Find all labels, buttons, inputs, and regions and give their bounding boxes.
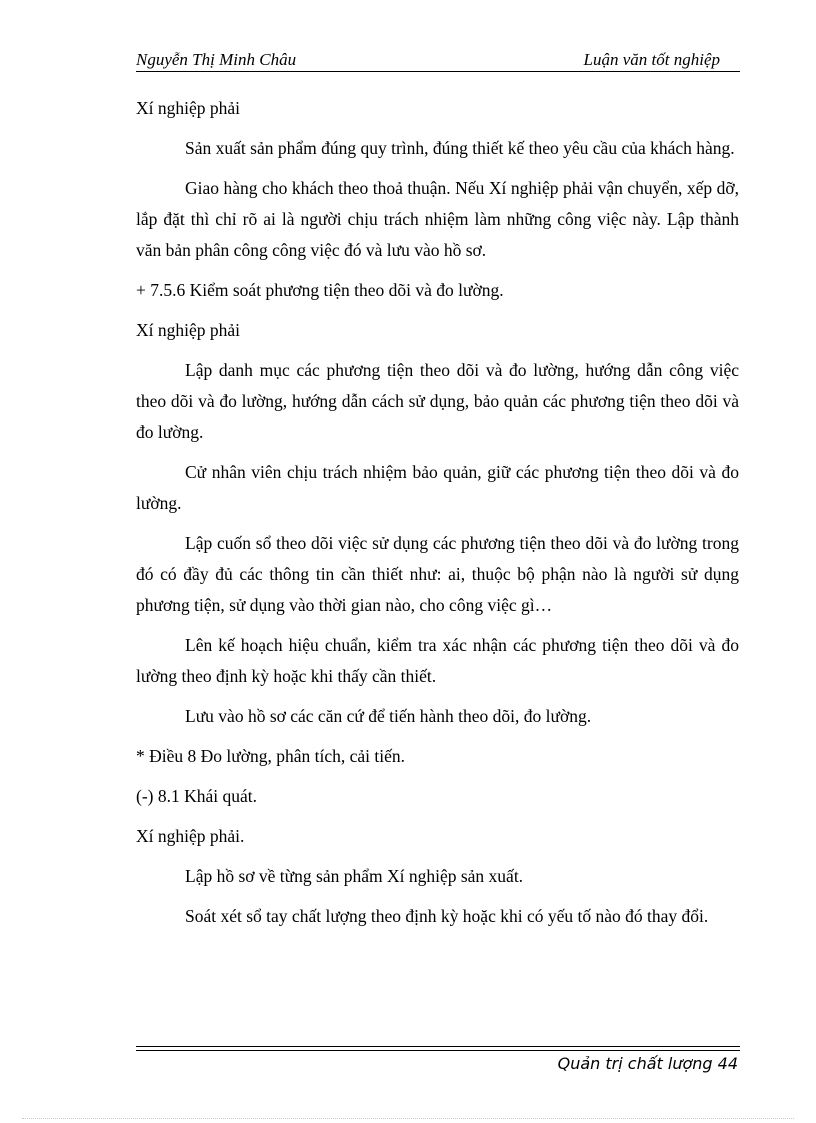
- header-author: Nguyễn Thị Minh Châu: [136, 50, 297, 69]
- paragraph: Xí nghiệp phải.: [136, 826, 245, 846]
- header-document-type: Luận văn tốt nghiệp: [583, 50, 720, 69]
- section-heading: + 7.5.6 Kiểm soát phương tiện theo dõi và đo lường.: [136, 280, 504, 300]
- page-bottom-border: [22, 1118, 794, 1119]
- paragraph: Xí nghiệp phải: [136, 320, 241, 340]
- paragraph: Lập hồ sơ về từng sản phẩm Xí nghiệp sản xuất.: [185, 866, 524, 886]
- header-rule: [136, 71, 740, 72]
- page-footer: Quản trị chất lượng 44: [557, 1054, 738, 1073]
- paragraph: Lên kế hoạch hiệu chuẩn, kiểm tra xác nhận các phương tiện theo dõi và đo lường theo định kỳ hoặc khi thấy cần thiết.: [136, 635, 739, 686]
- document-body: [136, 93, 739, 941]
- paragraph: Lập cuốn sổ theo dõi việc sử dụng các phương tiện theo dõi và đo lường trong đó có đầy đủ các thông tin cần thiết như: ai, thuộc bộ phận nào là người sử dụng phương tiện, sử dụng vào thời gian nào, cho công việc gì…: [136, 533, 739, 615]
- page-header: [136, 50, 740, 72]
- section-heading: (-) 8.1 Khái quát.: [136, 786, 258, 806]
- paragraph: Cử nhân viên chịu trách nhiệm bảo quản, giữ các phương tiện theo dõi và đo lường.: [136, 462, 739, 513]
- paragraph: Soát xét sổ tay chất lượng theo định kỳ hoặc khi có yếu tố nào đó thay đổi.: [185, 906, 709, 926]
- section-heading: * Điều 8 Đo lường, phân tích, cải tiến.: [136, 746, 406, 766]
- paragraph: Giao hàng cho khách theo thoả thuận. Nếu Xí nghiệp phải vận chuyển, xếp dỡ, lắp đặt thì chỉ rõ ai là người chịu trách nhiệm làm những công việc này. Lập thành văn bản phân công công việc đó và lưu vào hồ sơ.: [136, 178, 739, 260]
- footer-rule: [136, 1046, 740, 1051]
- paragraph: Lưu vào hồ sơ các căn cứ để tiến hành theo dõi, đo lường.: [185, 706, 592, 726]
- paragraph: Lập danh mục các phương tiện theo dõi và đo lường, hướng dẫn công việc theo dõi và đo lường, hướng dẫn cách sử dụng, bảo quản các phương tiện theo dõi và đo lường.: [136, 360, 739, 442]
- paragraph: Xí nghiệp phải: [136, 98, 241, 118]
- paragraph: Sản xuất sản phẩm đúng quy trình, đúng thiết kế theo yêu cầu của khách hàng.: [185, 138, 735, 158]
